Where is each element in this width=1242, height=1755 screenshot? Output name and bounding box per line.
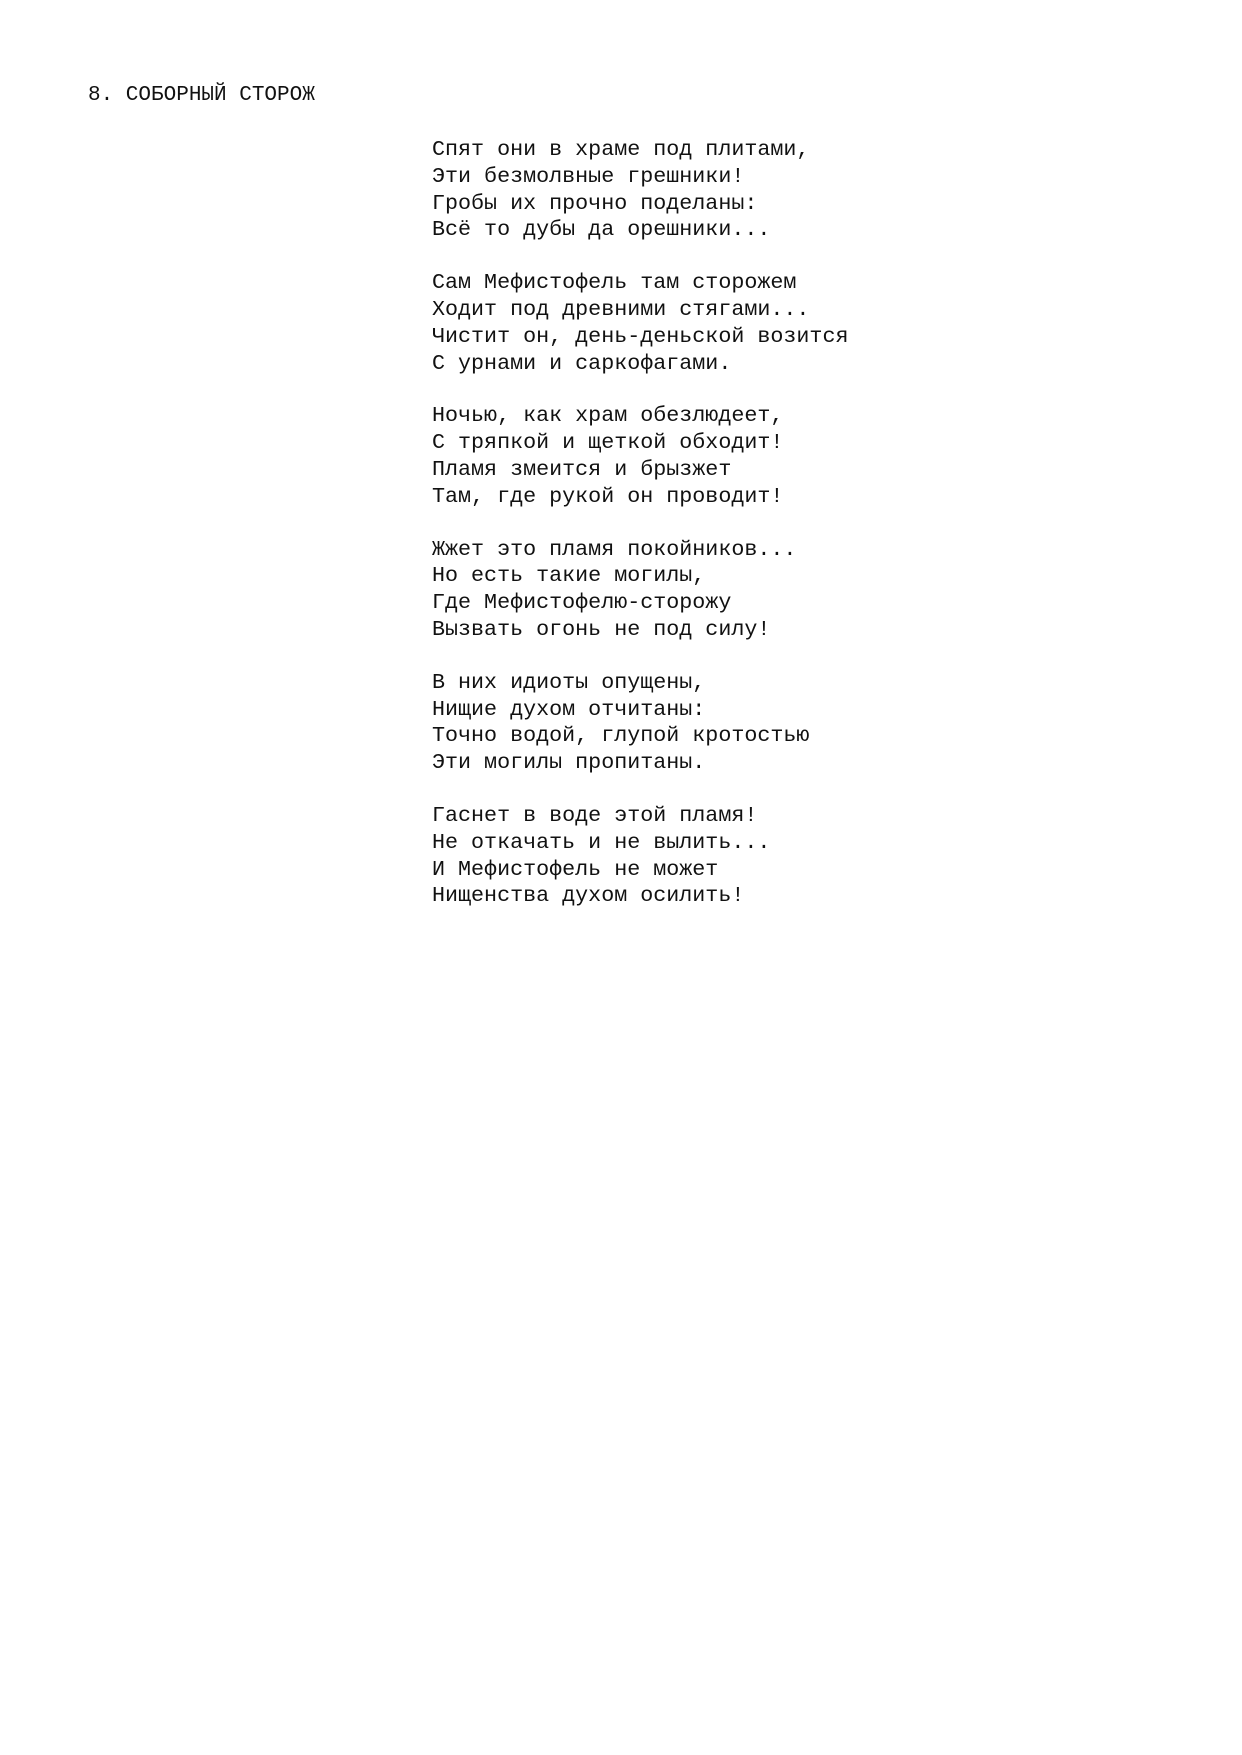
verse-line: Но есть такие могилы, [432, 563, 706, 589]
verse-line: Ходит под древними стягами... [432, 296, 810, 322]
stanza-6 [432, 803, 848, 910]
verse-line: Всё то дубы да орешники... [432, 217, 771, 243]
verse-line: Эти могилы пропитаны. [432, 750, 706, 776]
verse-line: Ночью, как храм обезлюдеет, [432, 403, 784, 429]
verse-line: Там, где рукой он проводит! [432, 483, 784, 509]
verse-line: Сам Мефистофель там сторожем [432, 270, 797, 296]
stanza-4 [432, 537, 848, 644]
verse-line: Точно водой, глупой кротостью [432, 723, 810, 749]
stanza-2 [432, 270, 848, 377]
verse-line: Нищенства духом осилить! [432, 883, 745, 909]
verse-line: Эти безмолвные грешники! [432, 163, 745, 189]
verse-line: В них идиоты опущены, [432, 669, 706, 695]
stanza-5 [432, 670, 848, 777]
stanza-3 [432, 403, 848, 510]
verse-line: Нищие духом отчитаны: [432, 696, 706, 722]
verse-line: Пламя змеится и брызжет [432, 456, 732, 482]
stanza-1 [432, 137, 848, 244]
verse-line: Где Мефистофелю-сторожу [432, 590, 732, 616]
verse-line: С урнами и саркофагами. [432, 350, 732, 376]
verse-line: Спят они в храме под плитами, [432, 137, 810, 162]
verse-line: С тряпкой и щеткой обходит! [432, 430, 784, 456]
verse-line: Не откачать и не вылить... [432, 829, 771, 855]
verse-line: Жжет это пламя покойников... [432, 536, 797, 562]
poem-body [432, 137, 848, 936]
verse-line: Гаснет в воде этой пламя! [432, 802, 758, 828]
verse-line: Вызвать огонь не под силу! [432, 616, 771, 642]
verse-line: Чистит он, день-деньской возится [432, 323, 849, 349]
verse-line: И Мефистофель не может [432, 856, 719, 882]
poem-title: 8. СОБОРНЫЙ СТОРОЖ [88, 84, 315, 107]
verse-line: Гробы их прочно поделаны: [432, 190, 758, 216]
